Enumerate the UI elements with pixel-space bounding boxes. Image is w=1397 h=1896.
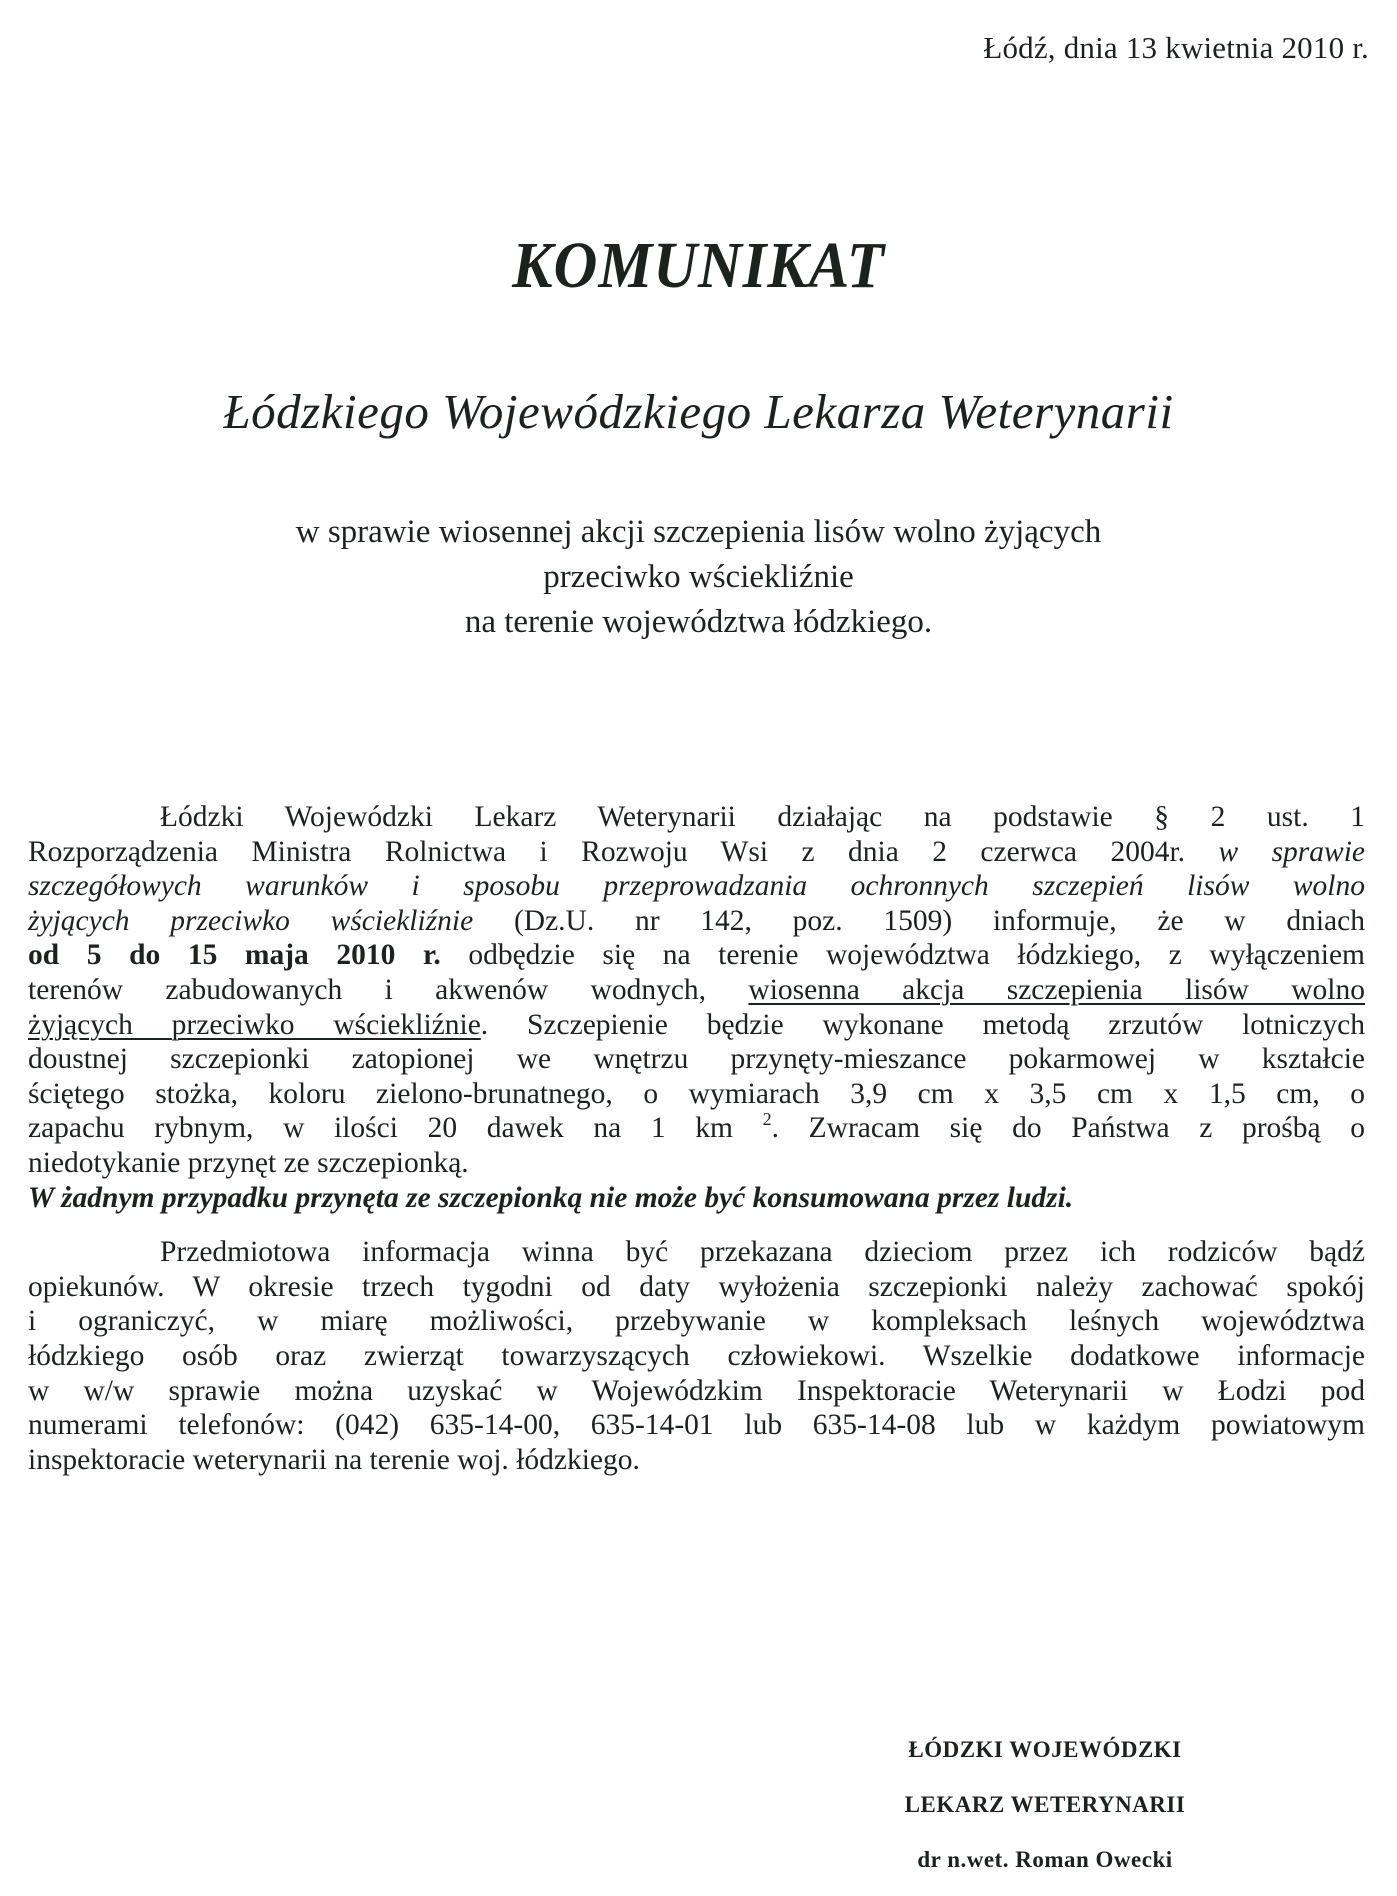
text-line: opiekunów. W okresie trzech tygodni od daty wyłożenia szczepionki należy zachować spokój <box>28 1270 1365 1303</box>
document-subject <box>0 510 1397 645</box>
text-line: doustnej szczepionki zatopionej we wnętrzu przynęty-mieszance pokarmowej w kształcie <box>28 1043 1365 1076</box>
document-body <box>28 800 1365 1477</box>
subject-line: w sprawie wiosennej akcji szczepienia lisów wolno żyjących <box>295 514 1102 550</box>
signature-office: ŁÓDZKI WOJEWÓDZKI <box>908 1737 1182 1762</box>
text-line: Przedmiotowa informacja winna być przekazana dzieciom przez ich rodziców bądź <box>160 1236 1365 1269</box>
text-segment: zapachu rybnym, w ilości 20 dawek na 1 km <box>28 1112 733 1145</box>
text-line: w w/w sprawie można uzyskać w Wojewódzkim Inspektoracie Weterynarii w Łodzi pod <box>28 1374 1365 1407</box>
date-line: Łódź, dnia 13 kwietnia 2010 r. <box>983 30 1369 65</box>
regulation-title-italic: żyjących przeciwko wściekliźnie <box>28 904 474 937</box>
text-line <box>28 1111 1365 1146</box>
text-line: Łódzki Wojewódzki Lekarz Weterynarii działając na podstawie § 2 ust. 1 <box>160 801 1365 833</box>
text-line <box>28 938 1365 973</box>
regulation-name: Rozporządzenia Ministra Rolnictwa i Rozwoju Wsi z dnia 2 czerwca 2004r. <box>28 835 1186 868</box>
underlined-campaign: żyjących przeciwko wściekliźnie <box>28 1008 481 1041</box>
subject-line: na terenie województwa łódzkiego. <box>464 604 933 640</box>
campaign-dates: od 5 do 15 maja 2010 r. <box>28 939 441 972</box>
text-segment: . Zwracam się do Państwa z prośbą o <box>771 1112 1366 1145</box>
signature-block <box>855 1722 1235 1887</box>
text-line <box>28 835 1365 870</box>
signature-office: LEKARZ WETERYNARII <box>904 1792 1186 1817</box>
text-segment: . Szczepienie będzie wykonane metodą zrzutów lotniczych <box>480 1008 1365 1041</box>
text-segment: terenów zabudowanych i akwenów wodnych, <box>28 973 707 1006</box>
regulation-citation: (Dz.U. nr 142, poz. 1509) informuje, że w dniach <box>513 904 1365 937</box>
signature-name: dr n.wet. Roman Owecki <box>917 1847 1173 1872</box>
text-segment: odbędzie się na terenie województwa łódzkiego, z wyłączeniem <box>468 939 1365 972</box>
text-line: łódzkiego osób oraz zwierząt towarzyszących człowiekowi. Wszelkie dodatkowe informacje <box>28 1339 1365 1372</box>
text-line <box>28 904 1365 939</box>
text-line: niedotykanie przynęt ze szczepionką. <box>28 1146 469 1179</box>
superscript: 2 <box>762 1109 772 1130</box>
document-title: KOMUNIKAT <box>512 229 885 302</box>
contact-phones-line: numerami telefonów: (042) 635-14-00, 635-14-01 lub 635-14-08 lub w każdym powiatowym <box>28 1409 1365 1442</box>
text-line: i ograniczyć, w miarę możliwości, przebywanie w kompleksach leśnych województwa <box>28 1305 1365 1338</box>
text-line <box>28 1008 1365 1043</box>
text-line: ściętego stożka, koloru zielono-brunatnego, o wymiarach 3,9 cm x 3,5 cm x 1,5 cm, o <box>28 1077 1365 1110</box>
text-line <box>28 973 1365 1008</box>
underlined-campaign: wiosenna akcja szczepienia lisów wolno <box>748 973 1366 1006</box>
text-line: inspektoracie weterynarii na terenie woj. łódzkiego. <box>28 1443 640 1476</box>
document-subtitle: Łódzkiego Wojewódzkiego Lekarza Weterynarii <box>223 384 1174 439</box>
subject-line: przeciwko wściekliźnie <box>543 559 854 595</box>
paragraph-announcement <box>28 800 1365 1215</box>
warning-text: W żadnym przypadku przynęta ze szczepionką nie może być konsumowana przez ludzi. <box>28 1181 1074 1214</box>
text-line: szczegółowych warunków i sposobu przeprowadzania ochronnych szczepień lisów wolno <box>28 870 1365 903</box>
paragraph-information <box>28 1235 1365 1477</box>
regulation-title-italic: w sprawie <box>1218 835 1366 868</box>
